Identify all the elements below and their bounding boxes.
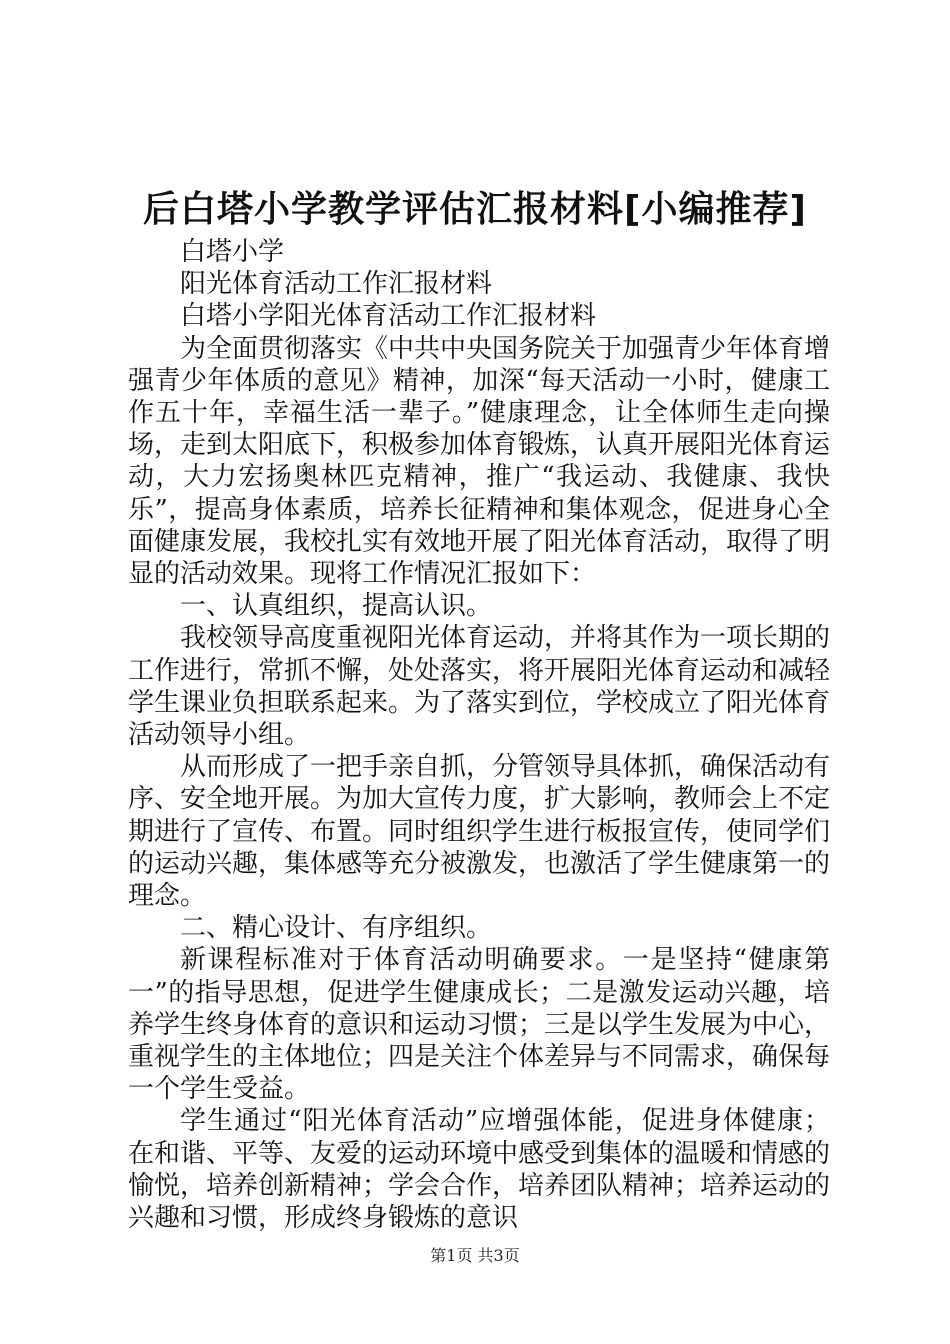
paragraph-heading: 白塔小学阳光体育活动工作汇报材料 <box>180 301 597 332</box>
paragraph-school-name: 白塔小学 <box>180 237 285 267</box>
section-heading-1: 一、认真组织，提高认识。 <box>180 591 493 622</box>
page-footer: 第1页 共3页 <box>430 1246 520 1265</box>
paragraph-body: 新课程标准对于体育活动明确要求。一是坚持“健康第一”的指导思想，促进学生健康成长；二是激发运动兴趣，培养学生终身体育的意识和运动习惯；三是以学生发展为中心，重视学生的主体地位；四是关注个体差异与不同需求，确保每一个学生受益。 <box>128 945 831 1105</box>
document-body <box>128 236 830 1234</box>
paragraph-body: 从而形成了一把手亲自抓，分管领导具体抓，确保活动有序、安全地开展。为加大宣传力度，扩大影响，教师会上不定期进行了宣传、布置。同时组织学生进行板报宣传，使同学们的运动兴趣，集体感等充分被激发，也激活了学生健康第一的理念。 <box>128 752 831 912</box>
paragraph-intro: 为全面贯彻落实《中共中央国务院关于加强青少年体育增强青少年体质的意见》精神，加深“每天活动一小时，健康工作五十年，幸福生活一辈子。”健康理念，让全体师生走向操场，走到太阳底下，积极参加体育锻炼，认真开展阳光体育运动，大力宏扬奥林匹克精神，推广“我运动、我健康、我快乐”，提高身体素质，培养长征精神和集体观念，促进身心全面健康发展，我校扎实有效地开展了阳光体育活动，取得了明显的活动效果。现将工作情况汇报如下： <box>128 333 831 590</box>
section-heading-2: 二、精心设计、有序组织。 <box>180 913 493 944</box>
document-title: 后白塔小学教学评估汇报材料[小编推荐] <box>143 189 807 230</box>
paragraph-body: 我校领导高度重视阳光体育运动，并将其作为一项长期的工作进行，常抓不懈，处处落实，将开展阳光体育运动和减轻学生课业负担联系起来。为了落实到位，学校成立了阳光体育活动领导小组。 <box>128 623 831 751</box>
paragraph-subtitle: 阳光体育活动工作汇报材料 <box>180 269 493 300</box>
paragraph-body: 学生通过“阳光体育活动”应增强体能，促进身体健康；在和谐、平等、友爱的运动环境中感受到集体的温暖和情感的愉悦，培养创新精神；学会合作，培养团队精神；培养运动的兴趣和习惯，形成终身锻炼的意识 <box>128 1106 831 1234</box>
